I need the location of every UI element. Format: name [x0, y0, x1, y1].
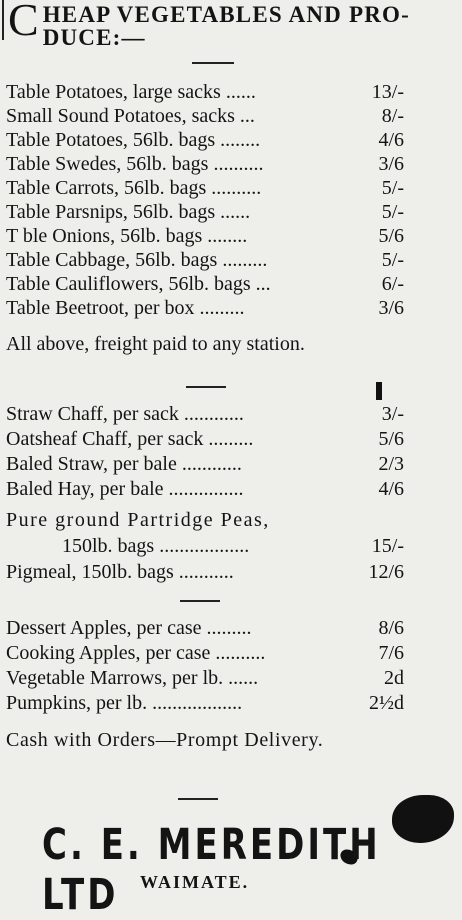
divider-4: [178, 798, 218, 800]
price-row: [6, 560, 404, 584]
item-label: Oatsheaf Chaff, per sack .........: [6, 428, 254, 450]
divider-3: [180, 600, 220, 602]
item-price: 15/-: [371, 535, 404, 557]
drop-cap: C: [8, 0, 39, 45]
price-row: [6, 402, 404, 426]
item-price: 5/6: [378, 225, 404, 247]
item-price: 2d: [384, 667, 404, 689]
item-label: Table Swedes, 56lb. bags ..........: [6, 153, 264, 175]
item-label: Table Potatoes, large sacks ......: [6, 81, 256, 103]
company-name: C. E. MEREDITH LTD: [42, 820, 381, 920]
item-label: Table Carrots, 56lb. bags ..........: [6, 177, 262, 199]
price-row: [6, 296, 404, 320]
item-price: 5/-: [381, 249, 404, 271]
divider-2: [186, 386, 226, 388]
item-price: 13/-: [371, 81, 404, 103]
price-row: [6, 248, 404, 272]
item-label: Baled Straw, per bale ............: [6, 453, 242, 475]
item-price: 6/-: [381, 273, 404, 295]
divider-1: [192, 62, 234, 64]
item-label: 150lb. bags ..................: [62, 535, 250, 557]
item-price: 3/6: [378, 153, 404, 175]
price-row: [6, 104, 404, 128]
item-label: Pigmeal, 150lb. bags ...........: [6, 561, 234, 583]
item-price: 12/6: [368, 561, 404, 583]
price-row: [6, 427, 404, 451]
item-price: 8/-: [381, 105, 404, 127]
price-row: [6, 224, 404, 248]
terms-line: Cash with Orders—Prompt Delivery.: [6, 729, 324, 751]
freight-note: All above, freight paid to any station.: [6, 333, 305, 355]
item-label: Table Parsnips, 56lb. bags ......: [6, 201, 251, 223]
price-row: [6, 691, 404, 715]
item-price: 7/6: [378, 642, 404, 664]
price-row: [6, 641, 404, 665]
heading-line-1: HEAP VEGETABLES AND PRO-: [42, 2, 410, 27]
item-label: Straw Chaff, per sack ............: [6, 403, 244, 425]
item-label: Cooking Apples, per case ..........: [6, 642, 266, 664]
price-row: [6, 80, 404, 104]
item-price: 2½d: [369, 692, 404, 714]
item-price: 5/6: [378, 428, 404, 450]
item-label: T ble Onions, 56lb. bags ........: [6, 225, 248, 247]
ad-heading: [8, 0, 448, 49]
column-border: [2, 0, 4, 40]
price-row: [6, 616, 404, 640]
item-label: Baled Hay, per bale ...............: [6, 478, 244, 500]
price-row: [6, 666, 404, 690]
item-label: Table Cauliflowers, 56lb. bags ...: [6, 273, 271, 295]
peas-line-1: Pure ground Partridge Peas,: [6, 509, 270, 531]
item-price: 8/6: [378, 617, 404, 639]
price-row: [6, 176, 404, 200]
item-label: Table Cabbage, 56lb. bags .........: [6, 249, 268, 271]
company-location: WAIMATE.: [140, 872, 250, 892]
item-label: Dessert Apples, per case .........: [6, 617, 252, 639]
price-row: [6, 534, 404, 558]
item-price: 4/6: [378, 129, 404, 151]
item-label: Table Potatoes, 56lb. bags ........: [6, 129, 261, 151]
ink-mark: [376, 382, 382, 400]
heading-line-2: DUCE:—: [42, 25, 146, 50]
item-label: Pumpkins, per lb. ..................: [6, 692, 243, 714]
price-row: [6, 477, 404, 501]
item-label: Vegetable Marrows, per lb. ......: [6, 667, 259, 689]
item-label: Table Beetroot, per box .........: [6, 297, 245, 319]
item-price: 5/-: [381, 201, 404, 223]
price-row: [6, 152, 404, 176]
item-price: 3/6: [378, 297, 404, 319]
item-price: 4/6: [378, 478, 404, 500]
price-row: [6, 128, 404, 152]
item-label: Small Sound Potatoes, sacks ...: [6, 105, 255, 127]
item-price: 5/-: [381, 177, 404, 199]
price-row: [6, 200, 404, 224]
price-row: [6, 452, 404, 476]
price-row: [6, 272, 404, 296]
item-price: 2/3: [378, 453, 404, 475]
item-price: 3/-: [381, 403, 404, 425]
